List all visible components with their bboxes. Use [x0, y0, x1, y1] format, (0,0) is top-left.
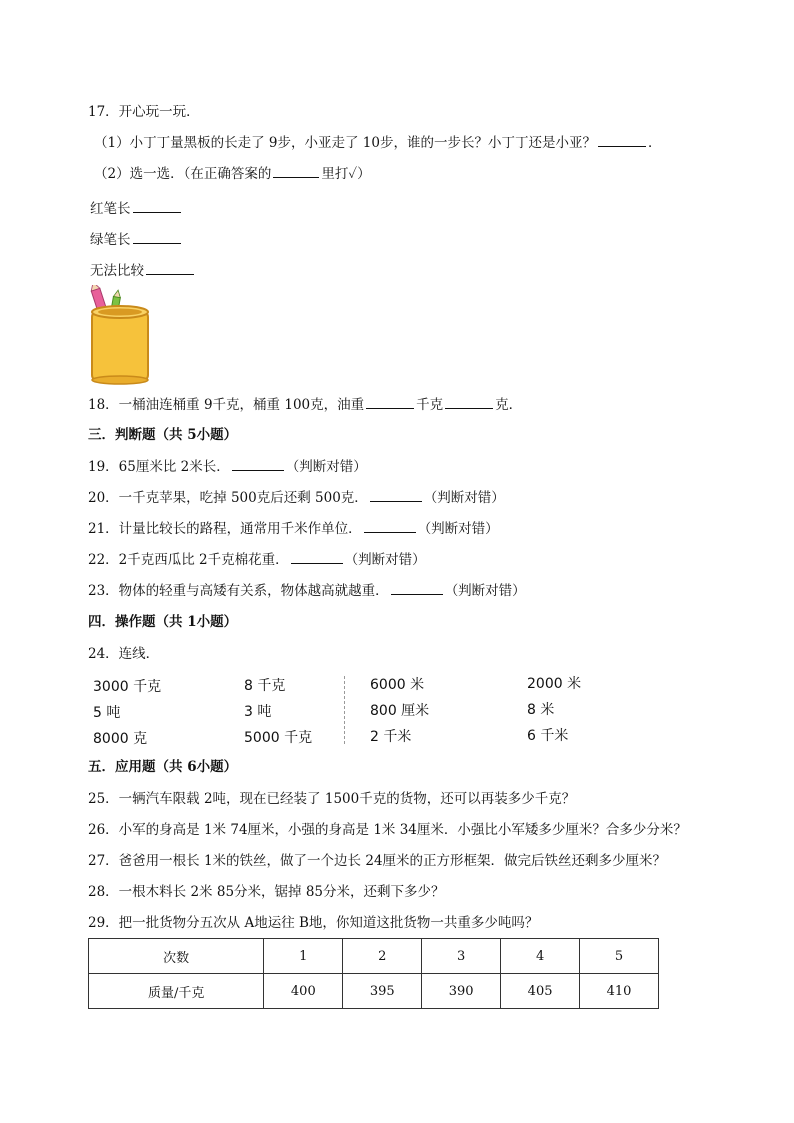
table-cell: 3 [422, 939, 501, 974]
match-item[interactable]: 5 吨 [93, 705, 121, 721]
table-cell: 395 [343, 974, 422, 1009]
answer-blank[interactable] [391, 582, 443, 595]
answer-blank[interactable] [366, 396, 414, 409]
q23: 23．物体的轻重与高矮有关系，物体越高就越重． （判断对错） [88, 583, 526, 599]
section-3-heading: 三．判断题（共 5小题） [88, 427, 238, 443]
match-item[interactable]: 2 千米 [370, 729, 412, 745]
table-cell: 次数 [89, 939, 264, 974]
q17-option-green: 绿笔长 [90, 231, 183, 249]
match-item[interactable]: 800 厘米 [370, 703, 430, 719]
q26: 26．小军的身高是 1米 74厘米，小强的身高是 1米 34厘米．小强比小军矮多少厘米？合多少分米？ [88, 822, 687, 838]
table-cell: 405 [501, 974, 580, 1009]
q19: 19．65厘米比 2米长． （判断对错） [88, 459, 367, 475]
section-4-heading: 四．操作题（共 1小题） [88, 614, 238, 630]
table-row [89, 939, 659, 974]
match-item[interactable]: 5000 千克 [244, 730, 313, 746]
q17-option-none: 无法比较 [90, 262, 196, 280]
table-cell: 5 [580, 939, 659, 974]
q29-title: 29．把一批货物分五次从 A地运往 B地，你知道这批货物一共重多少吨吗？ [88, 915, 539, 931]
pencil-cup-icon [86, 285, 154, 385]
q18: 18．一桶油连桶重 9千克，桶重 100克，油重 千克 克． [88, 397, 523, 413]
match-item[interactable]: 3 吨 [244, 704, 272, 720]
answer-blank[interactable] [133, 231, 181, 244]
q17-part2: （2）选一选．（在正确答案的 里打✓） [94, 166, 371, 182]
section-5-heading: 五．应用题（共 6小题） [88, 759, 238, 775]
q21: 21．计量比较长的路程，通常用千米作单位． （判断对错） [88, 521, 499, 537]
answer-blank[interactable] [146, 262, 194, 275]
table-cell: 400 [264, 974, 343, 1009]
table-cell: 4 [501, 939, 580, 974]
answer-blank[interactable] [133, 200, 181, 213]
match-item[interactable]: 8000 克 [93, 731, 148, 747]
answer-blank[interactable] [273, 165, 319, 178]
check-icon: ✓ [348, 166, 358, 182]
q20: 20．一千克苹果，吃掉 500克后还剩 500克． （判断对错） [88, 490, 505, 506]
q17-option-red: 红笔长 [90, 200, 183, 218]
table-cell: 390 [422, 974, 501, 1009]
table-cell: 2 [343, 939, 422, 974]
q28: 28．一根木料长 2米 85分米，锯掉 85分米，还剩下多少？ [88, 884, 445, 900]
q25: 25．一辆汽车限载 2吨，现在已经装了 1500千克的货物，还可以再装多少千克？ [88, 791, 576, 807]
match-item[interactable]: 2000 米 [527, 676, 582, 692]
table-cell: 1 [264, 939, 343, 974]
divider [344, 676, 345, 744]
table-cell: 410 [580, 974, 659, 1009]
match-item[interactable]: 8 千克 [244, 678, 286, 694]
q27: 27．爸爸用一根长 1米的铁丝，做了一个边长 24厘米的正方形框架．做完后铁丝还剩多少厘米？ [88, 853, 667, 869]
answer-blank[interactable] [364, 520, 416, 533]
q22: 22．2千克西瓜比 2千克棉花重． （判断对错） [88, 552, 426, 568]
match-item[interactable]: 3000 千克 [93, 679, 162, 695]
answer-blank[interactable] [232, 458, 284, 471]
answer-blank[interactable] [370, 489, 422, 502]
q29-table [88, 938, 659, 1009]
table-row [89, 974, 659, 1009]
answer-blank[interactable] [445, 396, 493, 409]
q17-part1: （1）小丁丁量黑板的长走了 9步，小亚走了 10步，谁的一步长？小丁丁还是小亚？ ． [94, 135, 662, 151]
match-item[interactable]: 8 米 [527, 702, 555, 718]
match-item[interactable]: 6 千米 [527, 728, 569, 744]
q17-title: 17．开心玩一玩． [88, 104, 200, 120]
q24-title: 24．连线． [88, 646, 160, 662]
table-cell: 质量/千克 [89, 974, 264, 1009]
match-item[interactable]: 6000 米 [370, 677, 425, 693]
answer-blank[interactable] [291, 551, 343, 564]
answer-blank[interactable] [598, 134, 646, 147]
